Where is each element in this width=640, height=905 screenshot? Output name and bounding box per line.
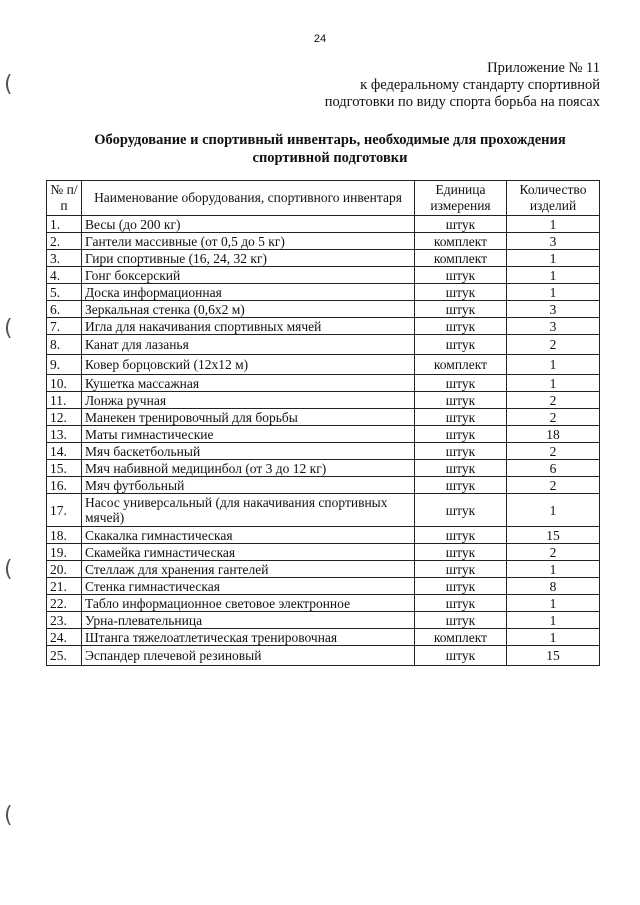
table-row [47, 233, 600, 250]
cell-unit: штук [415, 375, 507, 392]
cell-qty: 3 [507, 301, 600, 318]
cell-num: 22. [47, 595, 82, 612]
cell-name: Весы (до 200 кг) [82, 216, 415, 233]
table-row [47, 335, 600, 355]
binder-hole-mark: ( [4, 557, 13, 582]
cell-name: Табло информационное световое электронное [82, 595, 415, 612]
header-qty: Количество изделий [507, 181, 600, 216]
table-row [47, 477, 600, 494]
document-title [40, 131, 620, 167]
cell-num: 6. [47, 301, 82, 318]
cell-unit: штук [415, 460, 507, 477]
appendix-line: Приложение № 11 [487, 60, 600, 76]
cell-name: Доска информационная [82, 284, 415, 301]
equipment-table [46, 180, 600, 666]
cell-name: Мяч баскетбольный [82, 443, 415, 460]
table-row [47, 527, 600, 544]
cell-qty: 1 [507, 355, 600, 375]
cell-unit: штук [415, 595, 507, 612]
title-line: спортивной подготовки [252, 150, 408, 166]
cell-name: Мяч футбольный [82, 477, 415, 494]
table-row [47, 426, 600, 443]
cell-qty: 2 [507, 477, 600, 494]
cell-num: 8. [47, 335, 82, 355]
table-row [47, 375, 600, 392]
cell-name: Гонг боксерский [82, 267, 415, 284]
table-row [47, 646, 600, 666]
cell-qty: 1 [507, 267, 600, 284]
cell-qty: 15 [507, 527, 600, 544]
cell-name: Штанга тяжелоатлетическая тренировочная [82, 629, 415, 646]
table-row [47, 392, 600, 409]
header-unit: Единица измерения [415, 181, 507, 216]
cell-qty: 8 [507, 578, 600, 595]
table-row [47, 561, 600, 578]
table-row [47, 355, 600, 375]
cell-name: Ковер борцовский (12х12 м) [82, 355, 415, 375]
cell-num: 21. [47, 578, 82, 595]
cell-num: 7. [47, 318, 82, 335]
cell-qty: 1 [507, 612, 600, 629]
cell-num: 14. [47, 443, 82, 460]
appendix-line: подготовки по виду спорта борьба на поясах [324, 94, 600, 110]
cell-qty: 2 [507, 409, 600, 426]
binder-hole-mark: ( [4, 72, 13, 97]
cell-name: Игла для накачивания спортивных мячей [82, 318, 415, 335]
cell-name: Стеллаж для хранения гантелей [82, 561, 415, 578]
cell-unit: штук [415, 284, 507, 301]
cell-qty: 2 [507, 335, 600, 355]
binder-hole-mark: ( [4, 803, 13, 828]
title-line: Оборудование и спортивный инвентарь, необходимые для прохождения [94, 132, 566, 148]
table-header-row [47, 181, 600, 216]
cell-num: 11. [47, 392, 82, 409]
cell-name: Маты гимнастические [82, 426, 415, 443]
cell-num: 19. [47, 544, 82, 561]
cell-qty: 1 [507, 284, 600, 301]
header-name: Наименование оборудования, спортивного инвентаря [82, 181, 415, 216]
table-row [47, 318, 600, 335]
cell-num: 9. [47, 355, 82, 375]
cell-name: Скамейка гимнастическая [82, 544, 415, 561]
cell-num: 12. [47, 409, 82, 426]
cell-name: Гантели массивные (от 0,5 до 5 кг) [82, 233, 415, 250]
table-row [47, 250, 600, 267]
cell-num: 2. [47, 233, 82, 250]
cell-qty: 1 [507, 629, 600, 646]
table-row [47, 443, 600, 460]
cell-name: Манекен тренировочный для борьбы [82, 409, 415, 426]
cell-qty: 6 [507, 460, 600, 477]
cell-qty: 3 [507, 233, 600, 250]
cell-unit: штук [415, 301, 507, 318]
cell-unit: штук [415, 443, 507, 460]
cell-unit: штук [415, 335, 507, 355]
cell-num: 25. [47, 646, 82, 666]
cell-num: 3. [47, 250, 82, 267]
table-row [47, 284, 600, 301]
cell-qty: 3 [507, 318, 600, 335]
table-row [47, 629, 600, 646]
cell-qty: 1 [507, 250, 600, 267]
cell-qty: 1 [507, 561, 600, 578]
table-row [47, 216, 600, 233]
cell-unit: штук [415, 646, 507, 666]
cell-num: 5. [47, 284, 82, 301]
table-row [47, 544, 600, 561]
cell-num: 1. [47, 216, 82, 233]
cell-unit: штук [415, 392, 507, 409]
table-body [47, 216, 600, 666]
cell-name: Канат для лазанья [82, 335, 415, 355]
cell-name: Стенка гимнастическая [82, 578, 415, 595]
cell-num: 16. [47, 477, 82, 494]
appendix-header [325, 60, 600, 111]
cell-qty: 1 [507, 216, 600, 233]
cell-unit: комплект [415, 355, 507, 375]
table-row [47, 494, 600, 527]
header-num: № п/п [47, 181, 82, 216]
appendix-line: к федеральному стандарту спортивной [360, 77, 600, 93]
cell-num: 24. [47, 629, 82, 646]
cell-unit: штук [415, 318, 507, 335]
cell-name: Зеркальная стенка (0,6х2 м) [82, 301, 415, 318]
cell-num: 13. [47, 426, 82, 443]
cell-name: Эспандер плечевой резиновый [82, 646, 415, 666]
cell-qty: 2 [507, 392, 600, 409]
table-row [47, 301, 600, 318]
table-row [47, 578, 600, 595]
page-number: 24 [313, 33, 327, 45]
binder-hole-mark: ( [4, 316, 13, 341]
cell-qty: 18 [507, 426, 600, 443]
cell-unit: штук [415, 477, 507, 494]
cell-unit: комплект [415, 629, 507, 646]
cell-unit: штук [415, 527, 507, 544]
cell-unit: штук [415, 612, 507, 629]
cell-name: Гири спортивные (16, 24, 32 кг) [82, 250, 415, 267]
cell-unit: штук [415, 409, 507, 426]
cell-unit: штук [415, 494, 507, 527]
cell-unit: комплект [415, 250, 507, 267]
cell-unit: штук [415, 267, 507, 284]
cell-num: 15. [47, 460, 82, 477]
cell-num: 4. [47, 267, 82, 284]
cell-name: Урна-плевательница [82, 612, 415, 629]
table-row [47, 595, 600, 612]
cell-unit: штук [415, 216, 507, 233]
cell-num: 17. [47, 494, 82, 527]
table-row [47, 267, 600, 284]
cell-unit: комплект [415, 233, 507, 250]
cell-num: 10. [47, 375, 82, 392]
cell-qty: 2 [507, 443, 600, 460]
cell-name: Насос универсальный (для накачивания спортивных мячей) [82, 494, 415, 527]
cell-qty: 1 [507, 494, 600, 527]
table-row [47, 409, 600, 426]
cell-qty: 1 [507, 375, 600, 392]
cell-qty: 15 [507, 646, 600, 666]
table-row [47, 460, 600, 477]
table-row [47, 612, 600, 629]
cell-unit: штук [415, 578, 507, 595]
cell-unit: штук [415, 561, 507, 578]
cell-name: Скакалка гимнастическая [82, 527, 415, 544]
cell-num: 20. [47, 561, 82, 578]
cell-name: Мяч набивной медицинбол (от 3 до 12 кг) [82, 460, 415, 477]
cell-qty: 2 [507, 544, 600, 561]
cell-name: Лонжа ручная [82, 392, 415, 409]
cell-unit: штук [415, 544, 507, 561]
cell-name: Кушетка массажная [82, 375, 415, 392]
cell-num: 18. [47, 527, 82, 544]
cell-qty: 1 [507, 595, 600, 612]
cell-unit: штук [415, 426, 507, 443]
cell-num: 23. [47, 612, 82, 629]
